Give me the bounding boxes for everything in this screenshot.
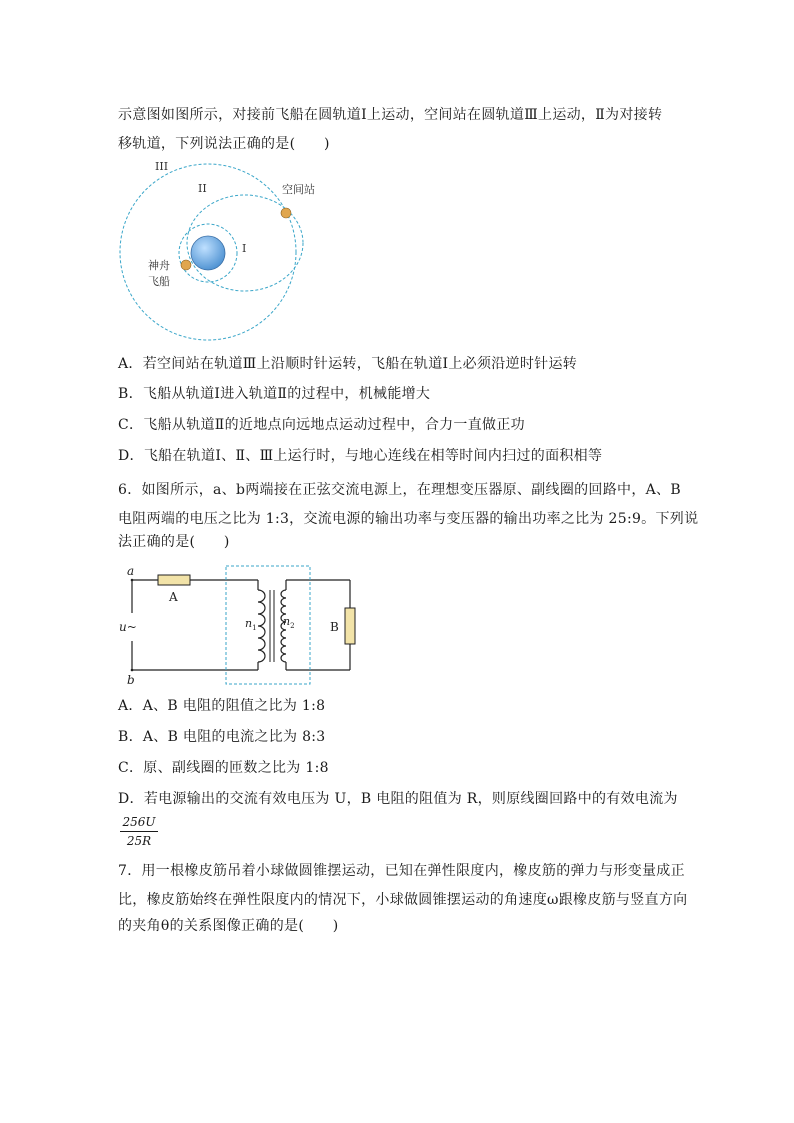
q5-option-b: B．飞船从轨道Ⅰ进入轨道Ⅱ的过程中，机械能增大 [118, 386, 431, 402]
ship-label-1: 神舟 [148, 259, 170, 272]
orbit-diagram [118, 155, 318, 345]
q6-fraction [120, 815, 158, 848]
ship-label-2: 飞船 [148, 275, 170, 288]
station-label: 空间站 [282, 183, 315, 196]
q5-option-d: D．飞船在轨道Ⅰ、Ⅱ、Ⅲ上运行时，与地心连线在相等时间内扫过的面积相等 [118, 448, 603, 464]
resistor-b-label: B [330, 620, 339, 634]
primary-coil [258, 590, 265, 662]
q5-intro-line2: 移轨道，下列说法正确的是( ) [118, 136, 330, 152]
terminal-a: a [127, 564, 135, 578]
q5-intro-line1: 示意图如图所示，对接前飞船在圆轨道Ⅰ上运动，空间站在圆轨道Ⅲ上运动，Ⅱ为对接转 [118, 107, 663, 123]
q6-option-d: D．若电源输出的交流有效电压为 U，B 电阻的阻值为 R，则原线圈回路中的有效电流为 [118, 791, 678, 807]
label-II: II [198, 182, 207, 195]
q6-line2: 电阻两端的电压之比为 1:3，交流电源的输出功率与变压器的输出功率之比为 25:9。下列说 [118, 511, 699, 527]
transformer-box [226, 566, 310, 684]
q6-option-b: B．A、B 电阻的电流之比为 8:3 [118, 729, 326, 745]
source-u: u~ [119, 620, 137, 634]
q7-line1: 7．用一根橡皮筋吊着小球做圆锥摆运动，已知在弹性限度内，橡皮筋的弹力与形变量成正 [118, 863, 685, 879]
fraction-bar [120, 831, 158, 832]
q7-line2: 比，橡皮筋始终在弹性限度内的情况下，小球做圆锥摆运动的角速度ω跟橡皮筋与竖直方向 [118, 892, 688, 908]
resistor-b [345, 608, 355, 644]
label-I: I [242, 242, 247, 255]
q6-option-c: C．原、副线圈的匝数之比为 1:8 [118, 760, 329, 776]
q6-option-a: A．A、B 电阻的阻值之比为 1:8 [118, 698, 326, 714]
n2-label: $n_2$ [283, 615, 295, 630]
space-station-icon [281, 208, 291, 218]
q7-line3: 的夹角θ的关系图像正确的是( ) [118, 918, 339, 934]
fraction-numerator: 256U [122, 815, 156, 829]
q6-line1: 6．如图所示，a、b两端接在正弦交流电源上，在理想变压器原、副线圈的回路中，A、B [118, 482, 681, 498]
fraction-denominator: 25R [126, 834, 152, 848]
transformer-circuit [118, 563, 368, 688]
terminal-b: b [127, 673, 135, 687]
n1-label: $n_1$ [245, 617, 257, 632]
earth-icon [191, 236, 225, 270]
label-III: III [155, 160, 169, 173]
q5-option-c: C．飞船从轨道Ⅱ的近地点向远地点运动过程中，合力一直做正功 [118, 417, 525, 433]
resistor-a [158, 575, 190, 585]
resistor-a-label: A [169, 590, 178, 604]
q5-option-a: A．若空间站在轨道Ⅲ上沿顺时针运转，飞船在轨道Ⅰ上必须沿逆时针运转 [118, 356, 578, 372]
q6-line3: 法正确的是( ) [118, 534, 230, 550]
spacecraft-icon [181, 260, 191, 270]
